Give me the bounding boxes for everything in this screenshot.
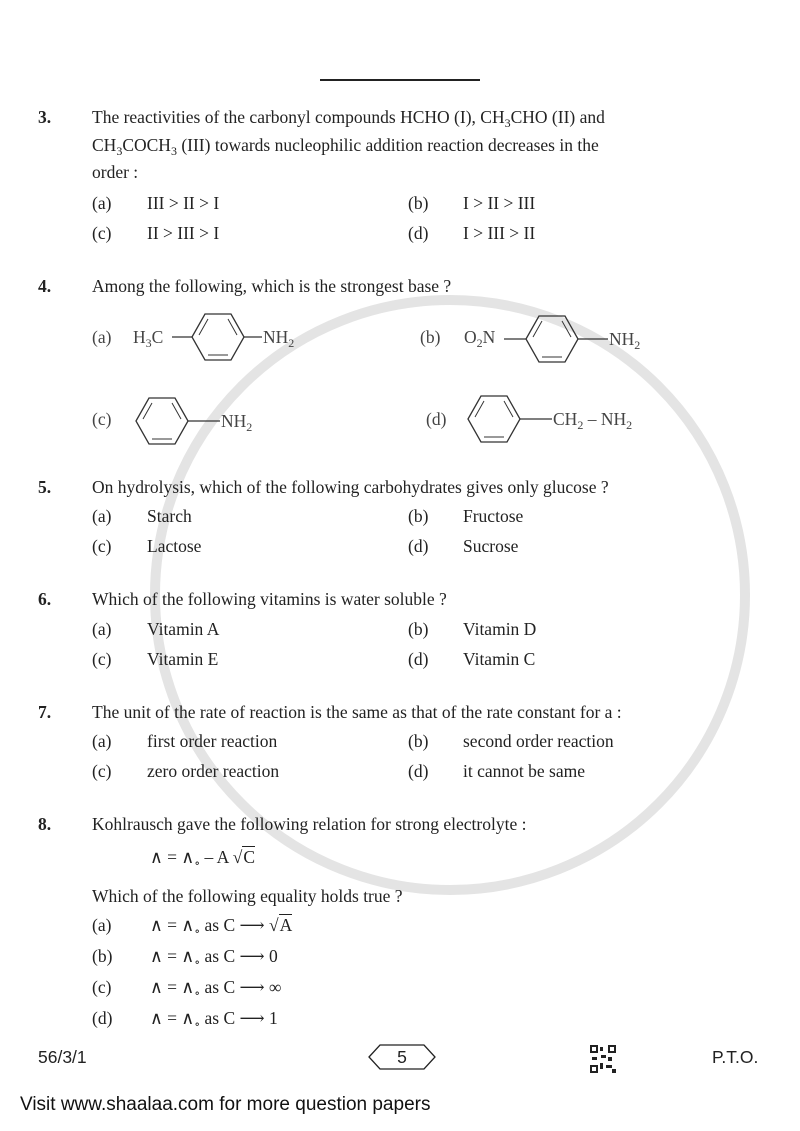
option-label: (d) <box>408 761 429 781</box>
option-text: Sucrose <box>463 536 519 556</box>
option-text: Vitamin E <box>147 649 219 669</box>
option-text: zero order reaction <box>147 761 280 781</box>
substituent: $O_2N$ <box>464 327 496 350</box>
option-text: II > III > I <box>147 223 220 243</box>
benzene-ring-icon <box>460 392 552 446</box>
benzene-ring-icon <box>172 310 262 364</box>
option-text: I > III > II <box>463 223 536 243</box>
option-text: III > II > I <box>147 193 220 213</box>
option-label: (d) <box>426 409 447 429</box>
option-label: (b) <box>408 193 429 213</box>
option-text: second order reaction <box>463 731 614 751</box>
option-text: Lactose <box>147 536 202 556</box>
option-label: (b) <box>408 506 429 526</box>
option-text: Vitamin C <box>463 649 536 669</box>
question-number: 6. <box>38 589 52 609</box>
option-label: (c) <box>92 409 112 429</box>
option-text: ∧ = $\wedge_\circ$ as C ⟶ 0 <box>150 946 278 969</box>
option-label: (d) <box>408 223 429 243</box>
option-label: (c) <box>92 761 112 781</box>
question-number: 4. <box>38 276 52 296</box>
benzene-ring-icon <box>128 394 220 448</box>
option-text: first order reaction <box>147 731 278 751</box>
option-text: ∧ = $\wedge_\circ$ as C ⟶ ∞ <box>150 977 282 1000</box>
question-text: $CH_3COCH_3$ (III) towards nucleophilic addition reaction decreases in the <box>92 135 599 158</box>
option-label: (a) <box>92 731 112 751</box>
option-label: (c) <box>92 649 112 669</box>
option-label: (b) <box>408 731 429 751</box>
option-label: (d) <box>92 1008 113 1028</box>
substituent: $NH_2$ <box>221 411 253 434</box>
question-text: The unit of the rate of reaction is the same as that of the rate constant for a : <box>92 702 622 722</box>
benzene-ring-icon <box>504 312 608 366</box>
option-label: (a) <box>92 193 112 213</box>
question-number: 7. <box>38 702 52 722</box>
question-text: order : <box>92 162 139 182</box>
option-label: (a) <box>92 619 112 639</box>
option-label: (b) <box>408 619 429 639</box>
question-number: 3. <box>38 107 52 127</box>
option-label: (a) <box>92 915 112 935</box>
option-text: ∧ = $\wedge_\circ$ as C ⟶ 1 <box>150 1008 278 1031</box>
option-text: ∧ = $\wedge_\circ$ as C ⟶ √A <box>150 915 293 938</box>
question-number: 5. <box>38 477 52 497</box>
option-text: Starch <box>147 506 192 526</box>
option-text: I > II > III <box>463 193 536 213</box>
question-number: 8. <box>38 814 52 834</box>
page-number: 5 <box>397 1047 407 1067</box>
paper-code: 56/3/1 <box>38 1047 87 1067</box>
top-rule <box>320 79 480 81</box>
option-text: Vitamin A <box>147 619 220 639</box>
option-label: (b) <box>92 946 113 966</box>
option-label: (c) <box>92 977 112 997</box>
option-label: (c) <box>92 223 112 243</box>
question-text: The reactivities of the carbonyl compounds HCHO (I), $CH_3CHO$ (II) and <box>92 107 605 130</box>
promo-link[interactable]: Visit www.shaalaa.com for more question papers <box>20 1094 431 1115</box>
substituent: $CH_2 - NH_2$ <box>553 409 633 432</box>
option-label: (a) <box>92 506 112 526</box>
option-text: Fructose <box>463 506 524 526</box>
question-text: Which of the following equality holds true ? <box>92 886 403 906</box>
question-text: Among the following, which is the strongest base ? <box>92 276 452 296</box>
pto-label: P.T.O. <box>712 1047 759 1067</box>
option-label: (a) <box>92 327 112 347</box>
kohlrausch-formula: ∧ = $\wedge_\circ$ – A √C <box>150 847 256 870</box>
option-label: (c) <box>92 536 112 556</box>
option-label: (d) <box>408 536 429 556</box>
substituent: $NH_2$ <box>263 327 295 350</box>
substituent: $H_3C$ <box>133 327 164 350</box>
question-text: Kohlrausch gave the following relation for strong electrolyte : <box>92 814 527 834</box>
option-label: (b) <box>420 327 441 347</box>
option-text: it cannot be same <box>463 761 585 781</box>
option-label: (d) <box>408 649 429 669</box>
qr-code-icon <box>590 1045 616 1073</box>
question-text: Which of the following vitamins is water soluble ? <box>92 589 447 609</box>
substituent: $NH_2$ <box>609 329 641 352</box>
question-text: On hydrolysis, which of the following carbohydrates gives only glucose ? <box>92 477 609 497</box>
option-text: Vitamin D <box>463 619 537 639</box>
